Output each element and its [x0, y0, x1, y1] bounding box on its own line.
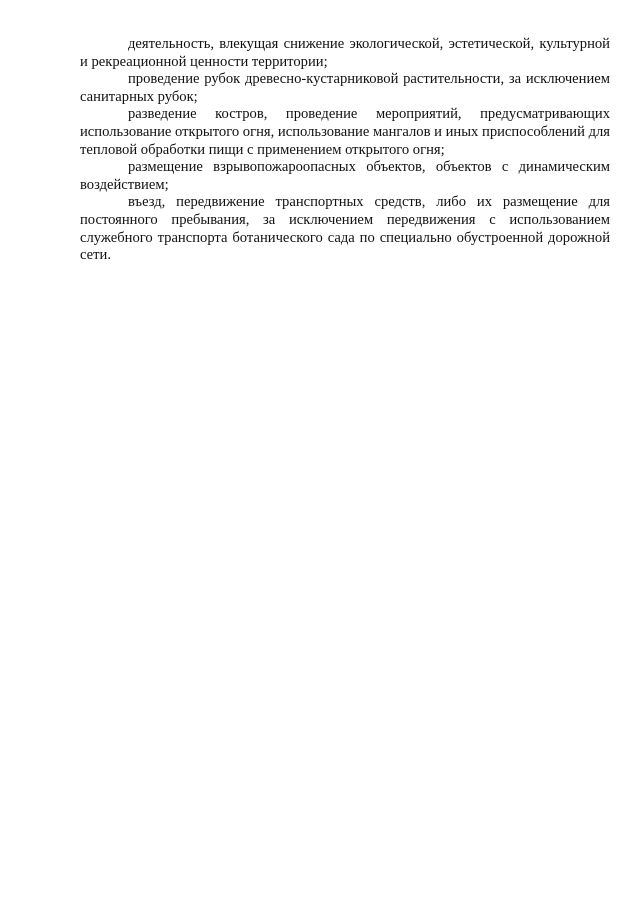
- paragraph-logging: проведение рубок древесно-кустарниковой растительности, за исключением санитарных рубок;: [80, 71, 610, 105]
- paragraph-vehicles: въезд, передвижение транспортных средств, либо их размещение для постоянного пребывания, за исключением передвижения с использованием служебного транспорта ботанического сада по специально обустроенной дорожной сети.: [80, 194, 610, 264]
- paragraph-fires: разведение костров, проведение мероприятий, предусматривающих использование открытого огня, использование мангалов и иных приспособлений для тепловой обработки пищи с применением открытого огня;: [80, 106, 610, 158]
- paragraph-activity: деятельность, влекущая снижение экологической, эстетической, культурной и рекреационной ценности территории;: [80, 36, 610, 70]
- paragraph-hazardous-objects: размещение взрывопожароопасных объектов, объектов с динамическим воздействием;: [80, 159, 610, 193]
- body-text: [80, 36, 610, 265]
